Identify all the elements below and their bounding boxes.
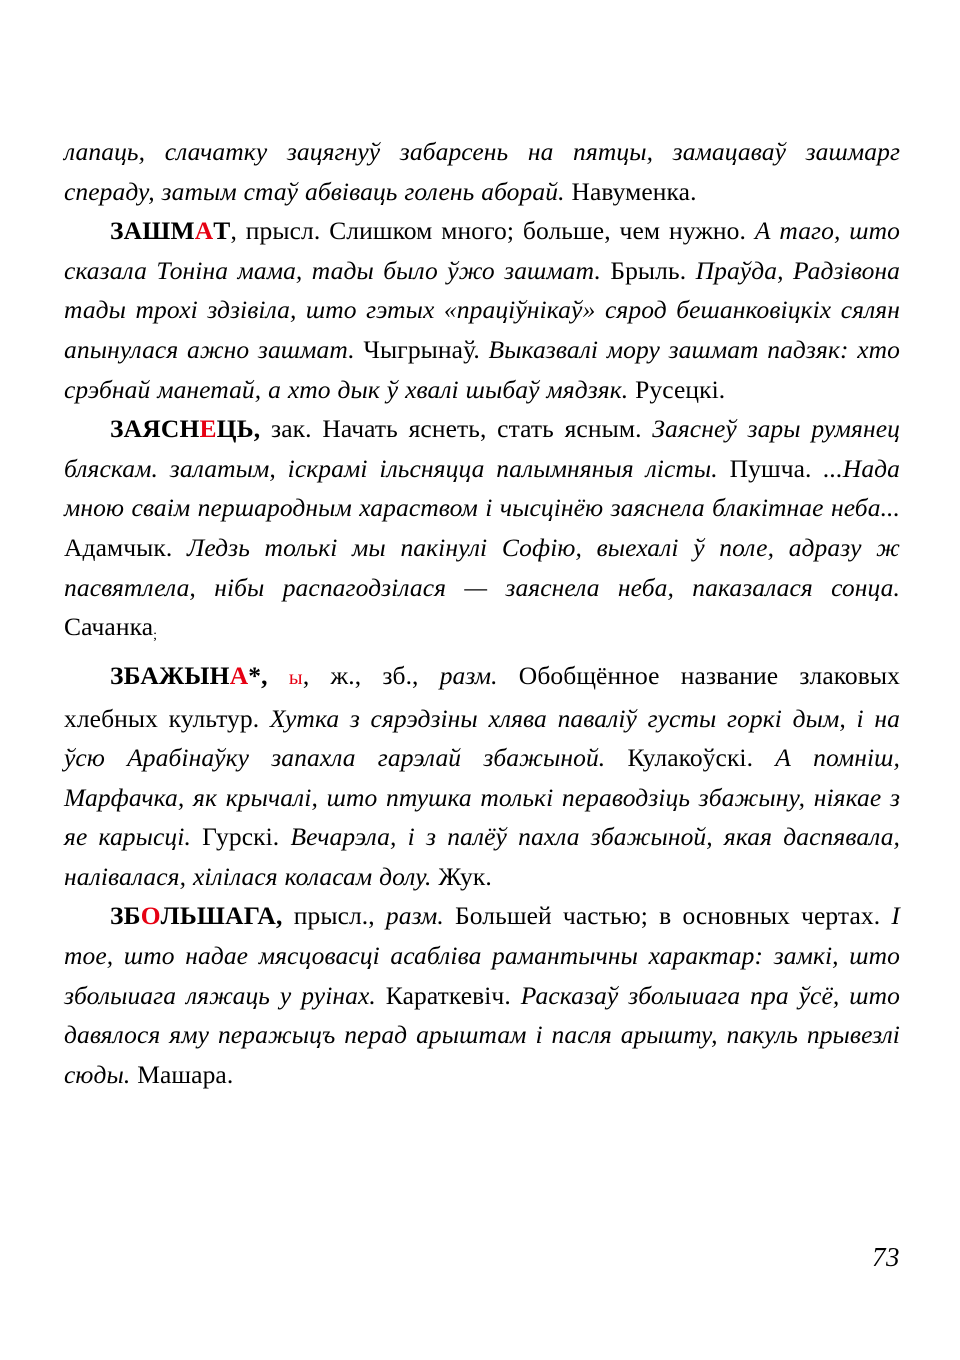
text-column bbox=[64, 132, 900, 1094]
text-roman: Адамчык. bbox=[64, 532, 173, 562]
entry-continuation-zashmarg bbox=[64, 132, 900, 211]
entry-zayasnets bbox=[64, 409, 900, 656]
headword: ЗАЯСН bbox=[110, 414, 200, 444]
headword: ЗБ bbox=[110, 901, 141, 931]
text-roman: Сачанка bbox=[64, 612, 154, 642]
text-roman: Кулакоўскі. bbox=[627, 743, 754, 773]
text-italic: Праўда, Радзівона тады трохі здзівіла, што гэтых «праціўнікаў» сярод бешанковіцкіх сялян апынулася ажно зашмат. bbox=[64, 255, 901, 364]
inflection-form: ы bbox=[288, 666, 303, 689]
headword: ЗАШМ bbox=[110, 216, 195, 246]
text-space bbox=[686, 256, 695, 285]
text-italic: А помніш, Марфачка, як крычалі, што птушка толькі пераводзіць збажыну, ніякае з яе карысці. bbox=[64, 743, 901, 852]
entry-zbolshaga bbox=[64, 896, 900, 1094]
text-space bbox=[812, 454, 824, 483]
text-italic: Выказвалі мору зашмат падзяк: хто срэбнай манетай, а хто дык ў хвалі шыбаў мядзяк. bbox=[64, 334, 901, 404]
text-roman: Обобщённое название злаковых хлебных культур. bbox=[64, 660, 900, 733]
text-italic: Хутка з сярэдзіны хлява паваліў густы горкі дым, і на ўсю Арабінаўку запахла гарэлай збажыной. bbox=[64, 703, 900, 773]
text-italic: Вечарэла, і з палёў пахла збажыной, якая даспявала, налівалася, хілілася коласам долу. bbox=[64, 822, 901, 891]
headword-accent-letter: О bbox=[140, 901, 161, 931]
text-roman: Навуменка. bbox=[571, 176, 697, 206]
headword: *, bbox=[248, 660, 268, 690]
text-italic: І тое, што надае мясцовасці асабліва рамантычны характар: замкі, што зболыиага ляжаць у руінах. bbox=[64, 901, 900, 1010]
entry-zbazhyna bbox=[64, 656, 900, 897]
page-number: 73 bbox=[872, 1242, 900, 1272]
entry-zashmat bbox=[64, 211, 900, 409]
text-space bbox=[376, 981, 386, 1010]
text-roman: Караткевіч. bbox=[385, 980, 511, 1010]
text-italic: разм. bbox=[385, 901, 444, 931]
headword: Т bbox=[213, 216, 231, 246]
text-roman: Чыгрынаў. bbox=[363, 334, 480, 364]
text-space bbox=[268, 661, 289, 690]
text-roman: зак. Начать яснеть, стать ясным. bbox=[260, 414, 653, 444]
headword: ЦЬ, bbox=[216, 414, 261, 444]
text-space bbox=[511, 981, 521, 1010]
text-space bbox=[601, 256, 610, 285]
headword-accent-letter: А bbox=[229, 660, 249, 690]
text-roman: Большей частью; в основных чертах. bbox=[443, 901, 892, 931]
text-italic: А таго, што сказала Тоніна мама, тады было ўжо зашмат. bbox=[64, 216, 900, 285]
headword-accent-letter: Е bbox=[199, 414, 217, 444]
headword-accent-letter: А bbox=[194, 216, 214, 246]
text-roman: , прысл. Слишком много; больше, чем нужно. bbox=[230, 216, 755, 246]
text-space bbox=[172, 533, 187, 562]
text-roman: , ж., зб., bbox=[302, 660, 440, 690]
text-space bbox=[279, 822, 290, 851]
text-space bbox=[191, 822, 202, 851]
headword: ЛЬШАГА, bbox=[160, 901, 283, 931]
text-roman: Русецкі. bbox=[635, 374, 726, 404]
text-roman: Брыль. bbox=[610, 255, 687, 285]
text-italic: Заяснеў зары румянец бляскам. залатым, іскрамі ільсняцца палымняныя лісты. bbox=[64, 414, 900, 483]
text-roman: Пушча. bbox=[729, 453, 812, 483]
text-roman: Жук. bbox=[438, 861, 492, 891]
text-italic: лапаць, слачатку зацягнуў забарсень на пятцы, замацаваў зашмарг спераду, затым стаў абвіваць голень аборай. bbox=[64, 137, 900, 206]
text-italic: разм. bbox=[439, 660, 498, 690]
text-italic: Расказаў зболыиага пра ўсё, што давялося яму перажыцъ перад арыштам і пасля арышту, пакуль прывезлі сюды. bbox=[64, 980, 900, 1089]
text-roman: прысл., bbox=[282, 901, 386, 931]
text-roman: Машара. bbox=[137, 1059, 234, 1089]
text-italic: ...Нада мною сваім першародным хараством і чысцінёю заяснела блакітнае неба... bbox=[64, 453, 901, 523]
text-italic: Ледзь толькі мы пакінулі Софію, выехалі ў поле, адразу ж пасвятлела, нібы распагодзілася — заяснела неба, паказалася сонца. bbox=[64, 532, 900, 602]
text-space bbox=[753, 743, 775, 772]
text-space bbox=[605, 743, 627, 772]
text-roman: Гурскі. bbox=[202, 822, 280, 852]
text-space bbox=[480, 335, 489, 364]
headword: ЗБАЖЫН bbox=[110, 660, 230, 690]
text-space bbox=[718, 454, 730, 483]
source-mark: ; bbox=[153, 628, 158, 644]
